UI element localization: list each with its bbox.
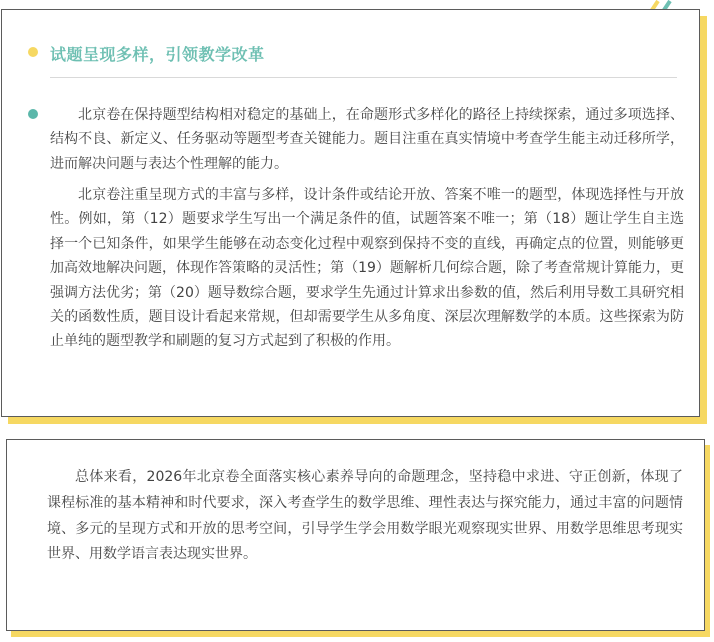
section-paragraph: 北京卷注重呈现方式的丰富与多样，设计条件或结论开放、答案不唯一的题型，体现选择性与开放性。例如，第（12）题要求学生写出一个满足条件的值，试题答案不唯一；第（18）题让学生自主选择一个已知条件，如果学生能够在动态变化过程中观察到保持不变的直线，再确定点的位置，则能够更加高效地解决问题，体现作答策略的灵活性；第（19）题解析几何综合题，除了考查常规计算能力，更强调方法优劣；第（20）题导数综合题，要求学生先通过计算求出参数的值，然后利用导数工具研究相关的函数性质，题目设计看起来常规，但却需要学生从多角度、深层次理解数学的本质。这些探索为防止单纯的题型教学和刷题的复习方式起到了积极的作用。	[50, 187, 684, 350]
section-title: 试题呈现多样，引领教学改革	[50, 45, 265, 64]
section-paragraph: 北京卷在保持题型结构相对稳定的基础上，在命题形式多样化的路径上持续探索，通过多项选择、结构不良、新定义、任务驱动等题型考查关键能力。题目注重在真实情境中考查学生能主动迁移所学，进而解决问题与表达个性理解的能力。	[50, 107, 684, 172]
summary-paragraph: 总体来看，2026年北京卷全面落实核心素养导向的命题理念，坚持稳中求进、守正创新，体现了课程标准的基本精神和时代要求，深入考查学生的数学思维、理性表达与探究能力，通过丰富的问题情境、多元的呈现方式和开放的思考空间，引导学生学会用数学眼光观察现实世界、用数学思维思考现实世界、用数学语言表达现实世界。	[47, 469, 683, 563]
bullet-dot-icon	[28, 109, 38, 119]
title-dot-icon	[28, 47, 38, 57]
title-divider	[50, 77, 677, 78]
